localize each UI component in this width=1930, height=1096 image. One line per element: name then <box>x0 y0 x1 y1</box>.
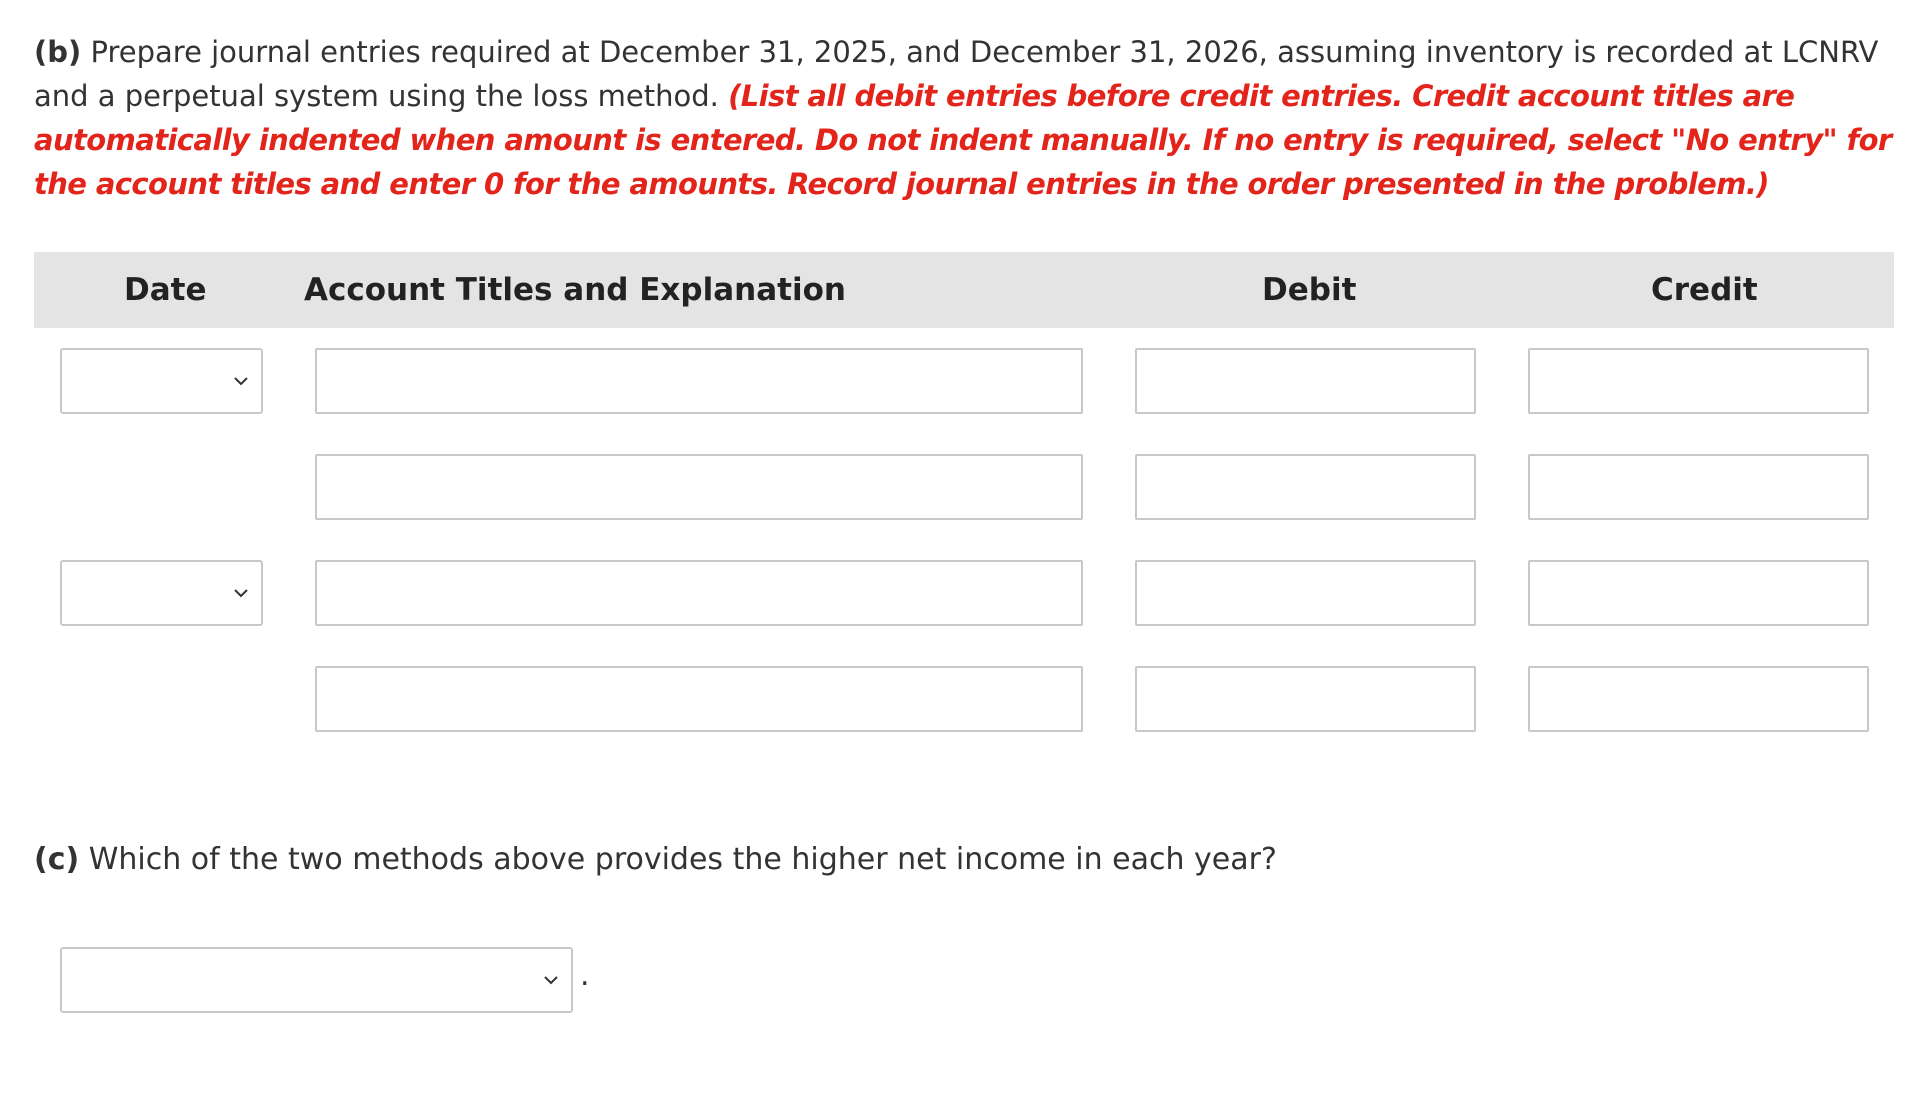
part-c-question <box>34 838 1277 882</box>
header-account-titles: Account Titles and Explanation <box>304 272 846 308</box>
debit-input-row-4[interactable] <box>1135 666 1476 732</box>
part-c-label: (c) <box>34 842 80 877</box>
date-select-row-1[interactable] <box>60 348 263 414</box>
account-title-input-row-4[interactable] <box>315 666 1083 732</box>
credit-input-row-3[interactable] <box>1528 560 1869 626</box>
chevron-down-icon <box>541 970 561 990</box>
chevron-down-icon <box>231 583 251 603</box>
header-credit: Credit <box>1651 272 1758 308</box>
debit-input-row-2[interactable] <box>1135 454 1476 520</box>
part-b-question <box>34 30 1894 206</box>
higher-net-income-select[interactable] <box>60 947 573 1013</box>
credit-input-row-1[interactable] <box>1528 348 1869 414</box>
header-debit: Debit <box>1262 272 1357 308</box>
part-b-label: (b) <box>34 35 82 69</box>
account-title-input-row-1[interactable] <box>315 348 1083 414</box>
chevron-down-icon <box>231 371 251 391</box>
header-date: Date <box>124 272 207 308</box>
account-title-input-row-3[interactable] <box>315 560 1083 626</box>
credit-input-row-2[interactable] <box>1528 454 1869 520</box>
part-c-text: Which of the two methods above provides the higher net income in each year? <box>79 842 1277 877</box>
part-b-instruction: (List all debit entries before credit entries. Credit account titles are automatically indented when amount is entered. Do not indent manually. If no entry is required, select "No entry" for the account titles and enter 0 for the amounts. Record journal entries in the order presented in the problem.) <box>34 79 1892 201</box>
debit-input-row-3[interactable] <box>1135 560 1476 626</box>
trailing-period: . <box>580 958 590 993</box>
journal-table-header <box>34 252 1894 328</box>
date-select-row-3[interactable] <box>60 560 263 626</box>
part-b-text: Prepare journal entries required at December 31, 2025, and December 31, 2026, assuming inventory is recorded at LCNRV and a perpetual system using the loss method. <box>34 35 1879 113</box>
account-title-input-row-2[interactable] <box>315 454 1083 520</box>
credit-input-row-4[interactable] <box>1528 666 1869 732</box>
debit-input-row-1[interactable] <box>1135 348 1476 414</box>
